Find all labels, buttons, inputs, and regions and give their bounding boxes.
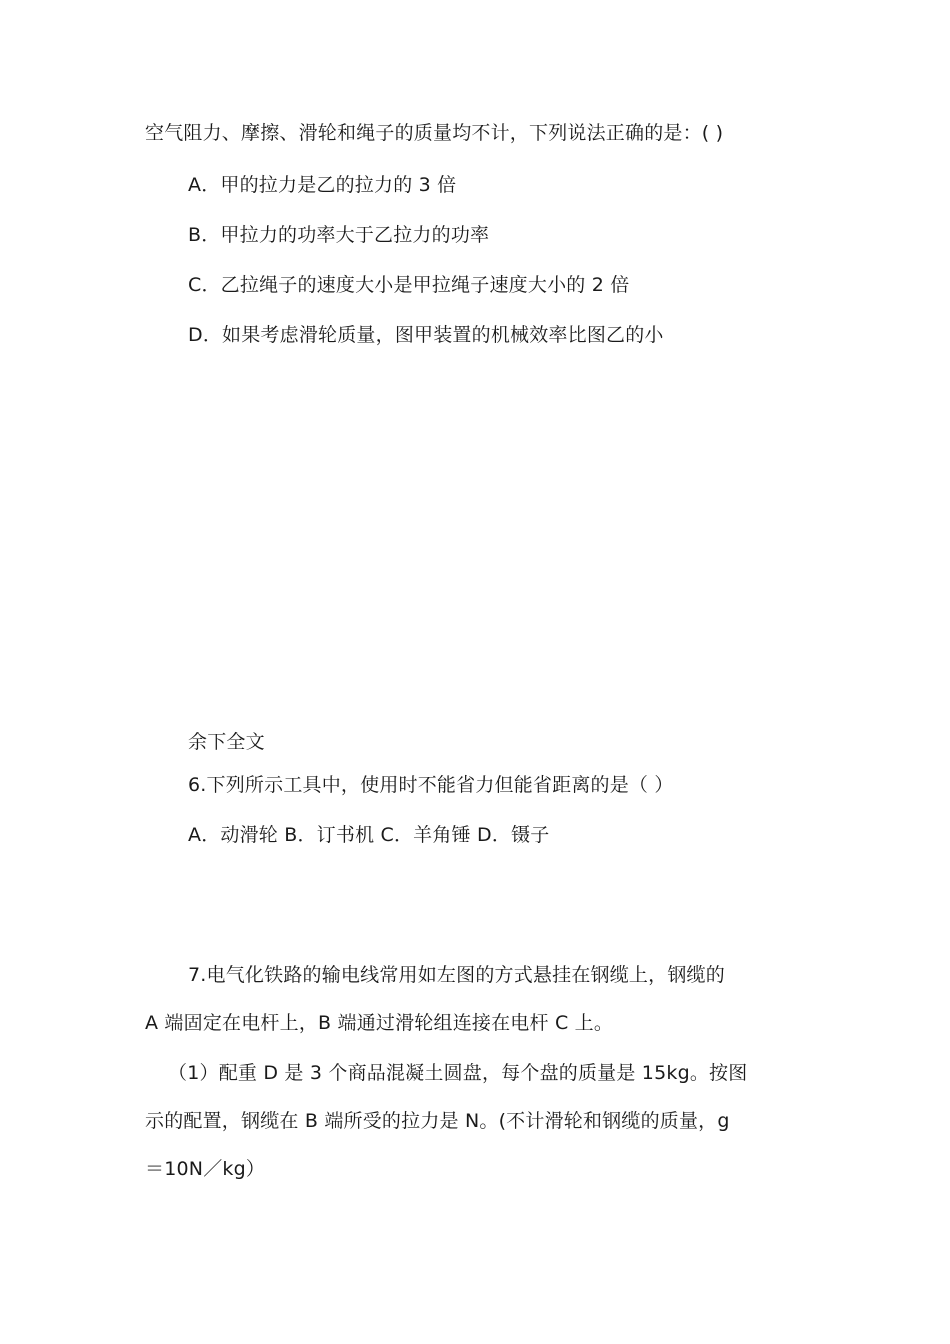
q5-stem: 空气阻力、摩擦、滑轮和绳子的质量均不计，下列说法正确的是：( ) — [145, 122, 724, 144]
q5-option-d: D．如果考虑滑轮质量，图甲装置的机械效率比图乙的小 — [188, 324, 664, 346]
q5-option-a: A．甲的拉力是乙的拉力的 3 倍 — [188, 174, 457, 196]
q7-stem-line2: A 端固定在电杆上，B 端通过滑轮组连接在电杆 C 上。 — [145, 1012, 614, 1034]
q5-option-b: B．甲拉力的功率大于乙拉力的功率 — [188, 224, 490, 246]
q5-option-c: C．乙拉绳子的速度大小是甲拉绳子速度大小的 2 倍 — [188, 274, 630, 296]
remaining-text-label: 余下全文 — [188, 731, 265, 753]
q6-options: A．动滑轮 B．订书机 C．羊角锤 D．镊子 — [188, 824, 550, 846]
q7-stem-line1: 7.电气化铁路的输电线常用如左图的方式悬挂在钢缆上，钢缆的 — [188, 964, 725, 986]
q6-stem: 6.下列所示工具中，使用时不能省力但能省距离的是（ ） — [188, 774, 674, 796]
q7-part1-line2: 示的配置，钢缆在 B 端所受的拉力是 N。(不计滑轮和钢缆的质量，g — [145, 1110, 730, 1132]
q7-part1-line3: ＝10N／kg） — [145, 1158, 266, 1180]
q7-part1-line1: （1）配重 D 是 3 个商品混凝土圆盘，每个盘的质量是 15kg。按图 — [168, 1062, 748, 1084]
